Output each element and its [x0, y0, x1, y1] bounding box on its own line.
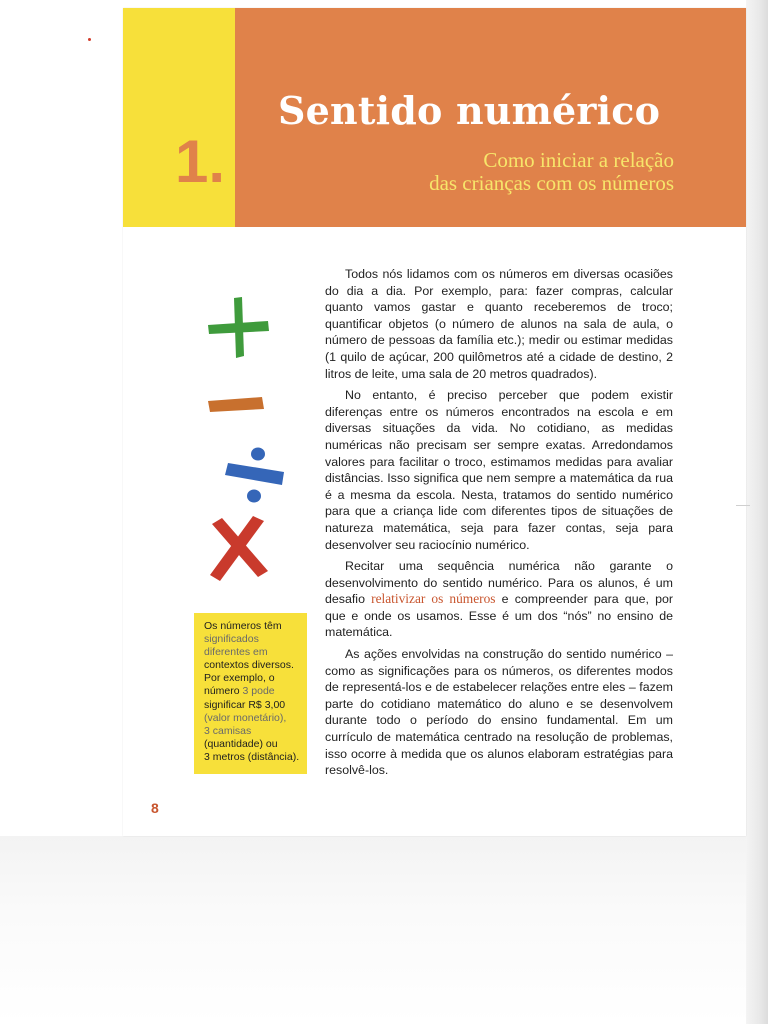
note-line: 3 metros (distância).	[204, 750, 300, 763]
minus-icon	[208, 397, 264, 412]
page-number: 8	[151, 800, 159, 816]
note-text: 3 pode	[242, 685, 275, 698]
note-line: (valor monetário),	[204, 711, 287, 724]
divide-icon	[225, 448, 284, 503]
subtitle-line: das crianças com os números	[429, 171, 674, 195]
paragraph-text: Recitar uma sequência numérica não garante o desenvolvimento do sentido numérico. Para os alunos, é um desafio	[325, 559, 673, 607]
scan-background	[0, 836, 768, 1024]
note-line: significar R$ 3,00	[204, 698, 286, 711]
note-line	[204, 685, 303, 698]
chapter-number-strip	[123, 8, 235, 227]
sidebar-note	[194, 613, 307, 774]
scan-speck	[88, 38, 91, 41]
book-page	[123, 8, 746, 836]
paragraph: Todos nós lidamos com os números em diversas ocasiões do dia a dia. Por exemplo, para: fazer compras, calcular quanto vamos gastar e quanto receberemos de troco; quantificar objetos (o número de alunos na sala de aula, o número de pessoas da família etc.); medir ou estimar medidas (1 quilo de açúcar, 200 quilômetros até a cidade de destino, 2 litros de leite, uma sala de 20 metros quadrados).	[325, 267, 673, 381]
note-line: Os números têm	[204, 620, 282, 632]
paragraph	[325, 558, 673, 641]
plus-icon	[208, 297, 269, 358]
paragraph: As ações envolvidas na construção do sentido numérico – como as significações para os números, os diferentes modos de representá-los e de estabelecer relações entre eles – fazem parte do cotidiano matemático do aluno e se desenvolvem durante todo o período do ensino fundamental. Em um currículo de matemática centrado na resolução de problemas, isso ocorre à medida que os alunos elaboram estratégias para resolvê-los.	[325, 647, 673, 778]
highlighted-term: relativizar os números	[371, 591, 496, 607]
body-text	[325, 266, 673, 784]
chapter-title: Sentido numérico	[278, 88, 661, 133]
note-text: número	[204, 685, 243, 698]
paragraph-text: e compreender para que, por que e onde os usamos. Esse é um dos “nós” no ensino de matemática.	[325, 592, 673, 640]
subtitle-line: Como iniciar a relação	[483, 148, 674, 172]
note-line: Por exemplo, o	[204, 672, 275, 685]
math-symbols-illustration	[198, 288, 298, 588]
note-line: (quantidade) ou	[204, 737, 278, 750]
scan-edge	[746, 0, 768, 1024]
note-line: 3 camisas	[204, 724, 252, 737]
note-line: contextos diversos.	[204, 659, 294, 672]
note-line: diferentes em	[204, 646, 268, 659]
chapter-subtitle	[429, 149, 674, 195]
chapter-number: 1.	[175, 128, 226, 195]
note-line: significados	[204, 633, 259, 646]
scan-mark	[736, 505, 750, 506]
times-icon	[210, 516, 268, 581]
chapter-header	[123, 8, 746, 227]
paragraph: No entanto, é preciso perceber que podem existir diferenças entre os números encontrados na escola e em diversas situações da vida. No cotidiano, as medidas numéricas não precisam ser sempre exatas. Arredondamos valores para facilitar o troco, estimamos medidas para avaliar distâncias. Isso significa que nem sempre a matemática da rua é a mesma da escola. Nesta, tratamos do sentido numérico para que a criança lide com diferentes tipos de situações de natureza matemática, seja para fazer contas, seja para desenvolver seu raciocínio numérico.	[325, 388, 673, 552]
